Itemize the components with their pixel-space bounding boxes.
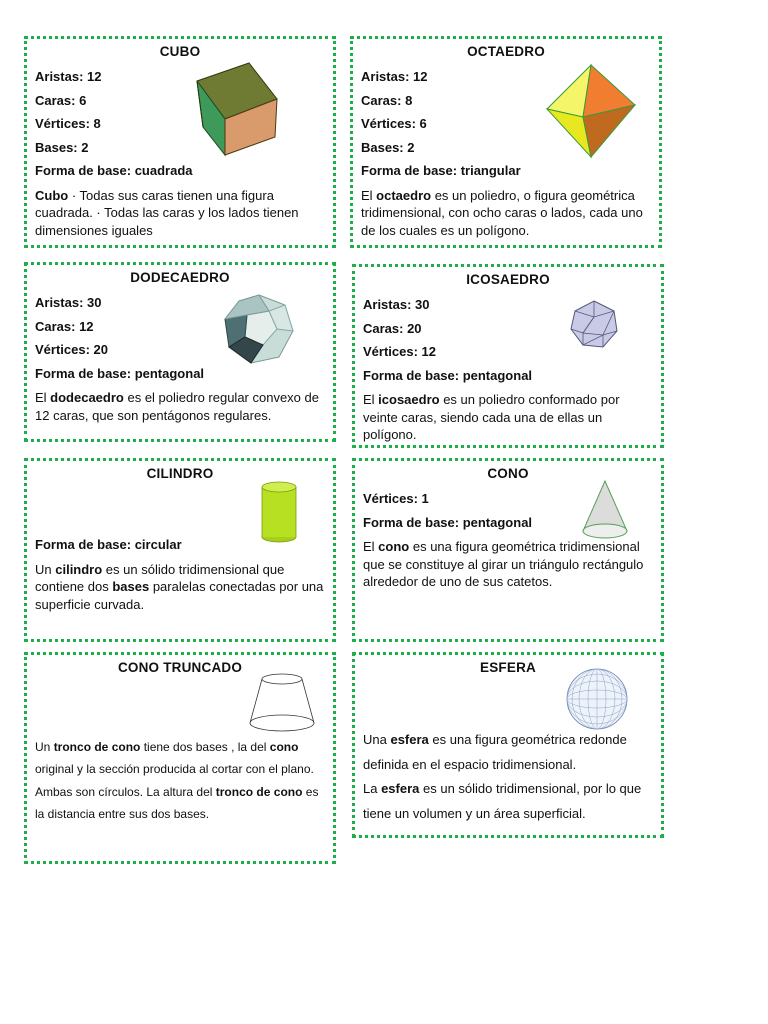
card-description: Un cilindro es un sólido tridimensional que contiene dos bases paralelas conectadas por una superficie curvada. xyxy=(35,561,324,612)
card-octaedro xyxy=(350,36,662,248)
card-stat: Forma de base: pentagonal xyxy=(363,514,533,530)
dodecahedron-figure xyxy=(223,293,295,365)
card-description: Un tronco de cono tiene dos bases , la del cono original y la sección producida al cortar con el plano. Ambas son círculos. La altura del tronco de cono es la distancia entre sus dos bases. xyxy=(35,740,319,822)
card-description: El dodecaedro es el poliedro regular convexo de 12 caras, que son pentágonos regulares. xyxy=(35,390,319,423)
card-stat: Aristas: 30 xyxy=(363,297,430,312)
card-stat: Forma de base: pentagonal xyxy=(363,367,533,383)
cube-figure xyxy=(195,61,279,157)
bold-term: esfera xyxy=(381,781,420,796)
card-stat: Forma de base: triangular xyxy=(361,163,521,178)
card-stat: Aristas: 12 xyxy=(35,69,102,84)
truncated-cone-figure xyxy=(247,671,317,733)
bold-term: dodecaedro xyxy=(50,390,124,405)
card-stat: Forma de base: pentagonal xyxy=(35,365,205,381)
card-stat: Vértices: 6 xyxy=(361,116,427,131)
icosahedron-figure xyxy=(569,299,619,349)
cone-figure xyxy=(581,479,629,541)
card-title: ESFERA xyxy=(480,660,536,675)
card-cono-truncado xyxy=(24,652,336,864)
card-stat: Vértices: 1 xyxy=(363,491,429,506)
card-description: El octaedro es un poliedro, o figura geométrica tridimensional, con ocho caras o lados, cada uno de los cuales es un polígono. xyxy=(361,187,643,238)
card-cilindro xyxy=(24,458,336,642)
card-cubo xyxy=(24,36,336,248)
card-stat: Aristas: 12 xyxy=(361,69,428,84)
card-cono xyxy=(352,458,664,642)
card-title: CONO xyxy=(487,466,529,481)
card-stat: Bases: 2 xyxy=(361,139,415,155)
card-stat: Bases: 2 xyxy=(35,139,89,155)
card-description: El icosaedro es un poliedro conformado por veinte caras, siendo cada una de ellas un polígono. xyxy=(363,392,620,442)
card-stat: Aristas: 30 xyxy=(35,295,102,310)
bold-term: Cubo xyxy=(35,187,69,203)
bold-term: cilindro xyxy=(55,561,103,577)
sphere-figure xyxy=(565,667,629,731)
card-description-2: La esfera es un sólido tridimensional, por lo que tiene un volumen y un área superficial. xyxy=(363,781,642,821)
card-stat: Caras: 20 xyxy=(363,320,422,336)
bold-term: cono xyxy=(269,740,299,754)
card-title: DODECAEDRO xyxy=(130,270,230,285)
card-stat: Caras: 8 xyxy=(361,92,413,108)
bold-term: icosaedro xyxy=(378,392,440,407)
card-dodecaedro xyxy=(24,262,336,442)
card-stats xyxy=(35,65,325,183)
bold-term: esfera xyxy=(390,732,429,747)
card-title: CUBO xyxy=(159,44,201,59)
card-stat: Vértices: 20 xyxy=(35,342,108,357)
card-description: Una esfera es una figura geométrica redonde definida en el espacio tridimensional. xyxy=(363,732,627,772)
card-description: El cono es una figura geométrica tridimensional que se constituye al girar un triángulo rectángulo alrededor de uno de sus catetos. xyxy=(363,539,644,589)
card-title: ICOSAEDRO xyxy=(466,272,550,287)
card-title: CONO TRUNCADO xyxy=(117,660,243,675)
bold-term: bases xyxy=(112,579,150,594)
card-stat: Caras: 6 xyxy=(35,92,87,108)
card-description: Cubo · Todas sus caras tienen una figura cuadrada. · Todas las caras y los lados tienen dimensiones iguales xyxy=(35,187,299,238)
card-stat: Forma de base: cuadrada xyxy=(35,163,193,178)
card-stat: Caras: 12 xyxy=(35,318,94,334)
card-title: CILINDRO xyxy=(146,466,214,481)
bold-term: tronco de cono xyxy=(215,784,303,799)
bold-term: octaedro xyxy=(376,187,432,203)
card-icosaedro xyxy=(352,264,664,448)
card-stat: Vértices: 12 xyxy=(363,344,436,359)
cylinder-figure xyxy=(260,481,300,545)
card-title: OCTAEDRO xyxy=(467,44,545,59)
bold-term: cono xyxy=(378,539,410,554)
card-stat: Vértices: 8 xyxy=(35,116,101,131)
octahedron-figure xyxy=(543,63,639,159)
bold-term: tronco de cono xyxy=(53,740,141,754)
card-stat: Forma de base: circular xyxy=(35,537,182,552)
card-esfera xyxy=(352,652,664,838)
